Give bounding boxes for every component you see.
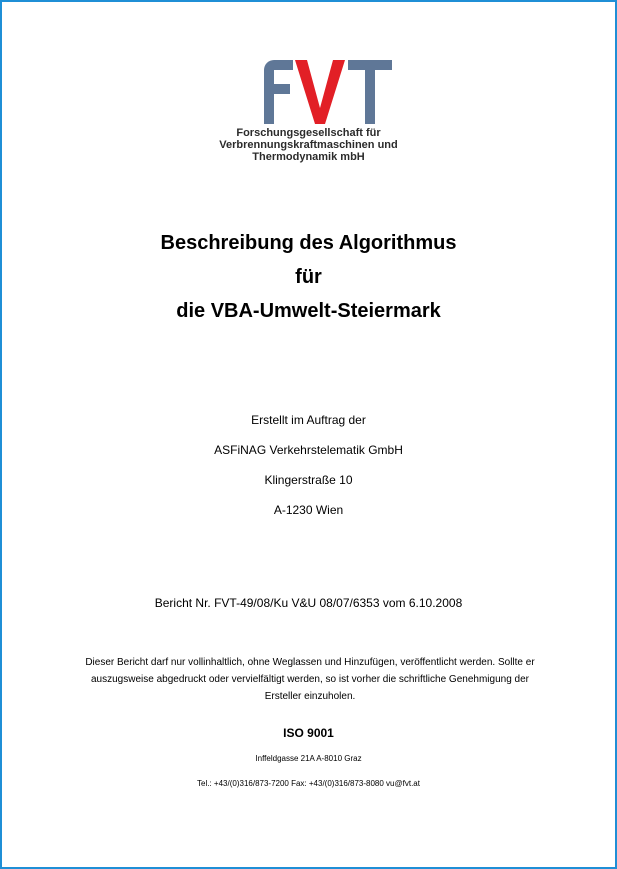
logo-block bbox=[2, 60, 615, 165]
disclaimer-text bbox=[60, 654, 560, 705]
company-name-line: Thermodynamik mbH bbox=[252, 151, 365, 163]
document-title bbox=[2, 226, 615, 328]
title-line: die VBA-Umwelt-Steiermark bbox=[176, 300, 441, 322]
disclaimer-line: auszugsweise abgedruckt oder vervielfältigt werden, so ist vorher die schriftliche Genehmigung der bbox=[90, 674, 529, 685]
client-city: A-1230 Wien bbox=[273, 503, 344, 517]
client-street: Klingerstraße 10 bbox=[264, 473, 353, 487]
commission-intro: Erstellt im Auftrag der bbox=[251, 413, 366, 427]
fvt-logo-icon bbox=[259, 60, 395, 124]
disclaimer-line: Ersteller einzuholen. bbox=[264, 691, 356, 702]
title-line: für bbox=[295, 266, 322, 288]
iso-certification: ISO 9001 bbox=[283, 726, 334, 740]
report-number: Bericht Nr. FVT-49/08/Ku V&U 08/07/6353 vom 6.10.2008 bbox=[154, 596, 463, 610]
disclaimer-line: Dieser Bericht darf nur vollinhaltlich, ohne Weglassen und Hinzufügen, veröffentlicht werden. Sollte er bbox=[85, 657, 535, 668]
client-name: ASFiNAG Verkehrstelematik GmbH bbox=[214, 443, 403, 457]
company-name-line: Verbrennungskraftmaschinen und bbox=[219, 139, 398, 151]
title-line: Beschreibung des Algorithmus bbox=[160, 232, 457, 254]
company-name-line: Forschungsgesellschaft für bbox=[236, 127, 381, 139]
footer-contact: Tel.: +43/(0)316/873-7200 Fax: +43/(0)316/873-8080 vu@fvt.at bbox=[197, 779, 420, 788]
commission-block bbox=[2, 405, 615, 525]
footer-address: Inffeldgasse 21A A-8010 Graz bbox=[255, 754, 362, 763]
company-name bbox=[2, 127, 615, 163]
